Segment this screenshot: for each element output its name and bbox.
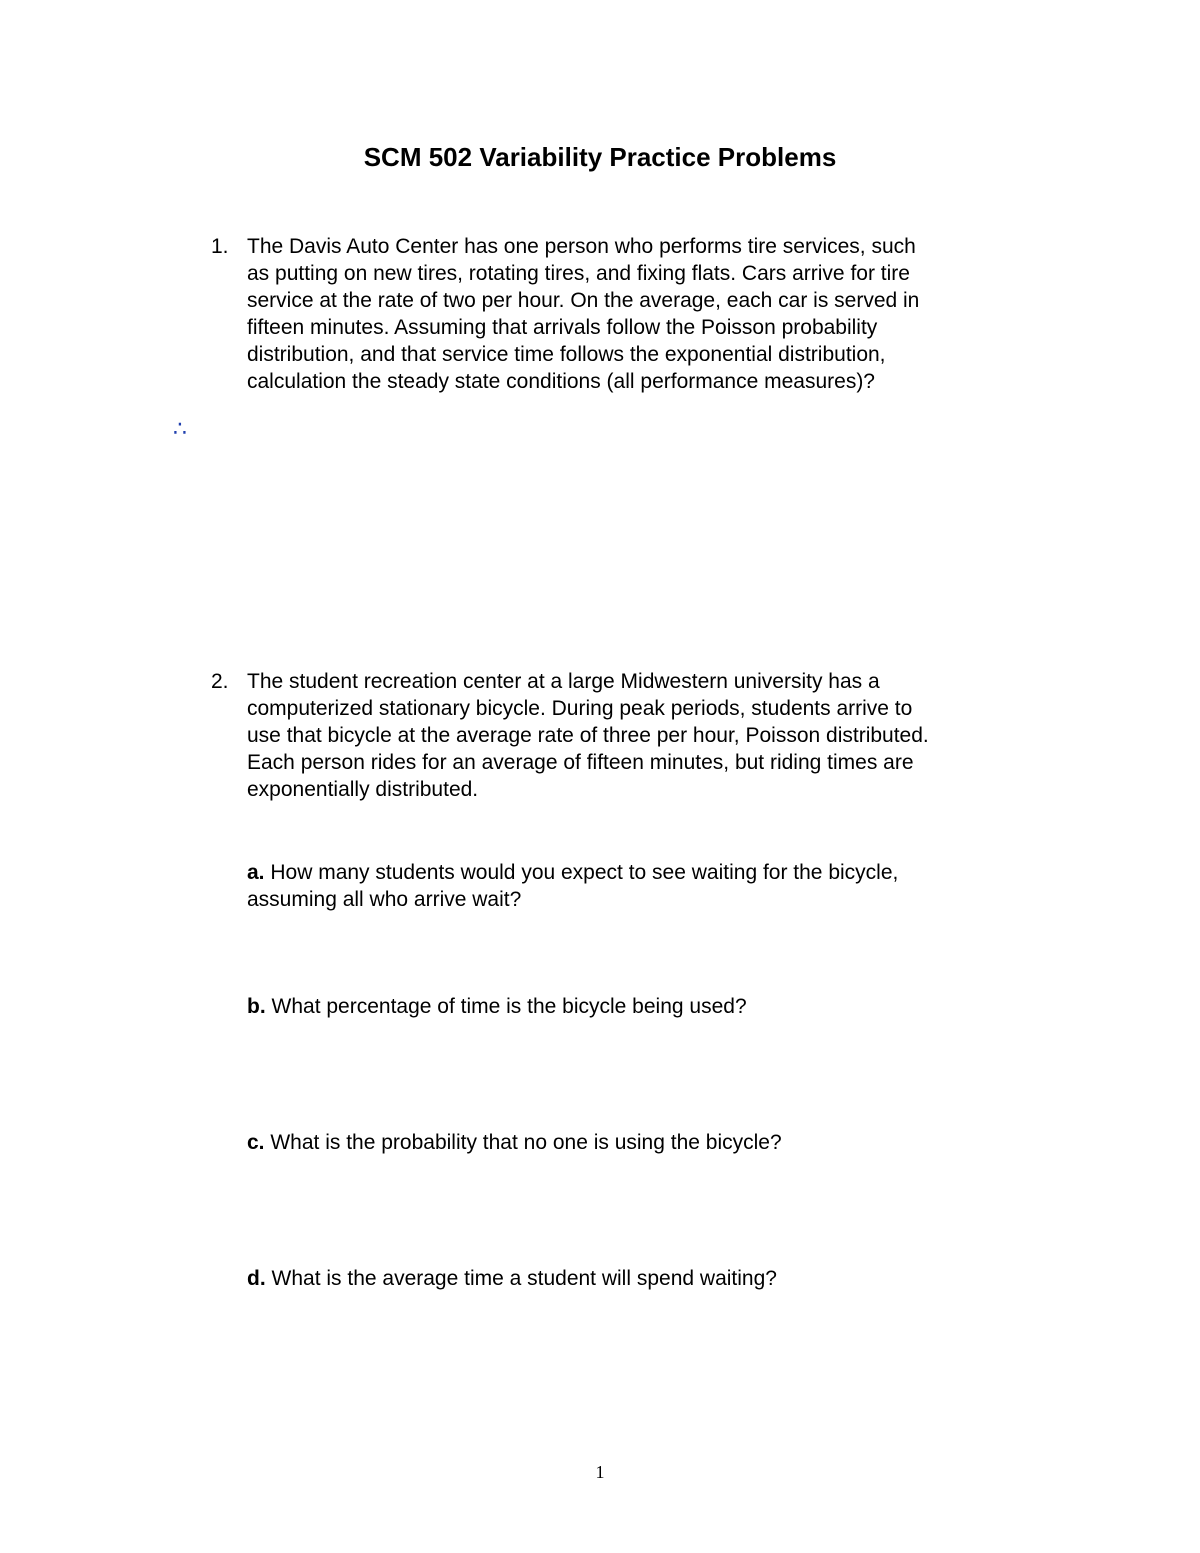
subquestion-d: [247, 1265, 1027, 1292]
problem-text: [247, 668, 1027, 803]
problem-text: [247, 233, 1027, 395]
problem-text-line: Each person rides for an average of fifteen minutes, but riding times are: [247, 751, 914, 774]
subquestion-text: How many students would you expect to see waiting for the bicycle,: [270, 861, 899, 884]
subquestion-text: assuming all who arrive wait?: [247, 888, 522, 911]
problem-text-line: The student recreation center at a large Midwestern university has a: [247, 670, 880, 693]
problem-text-line: distribution, and that service time follows the exponential distribution,: [247, 343, 886, 366]
subquestion-letter: a.: [247, 861, 265, 884]
subquestion-text: What is the probability that no one is using the bicycle?: [270, 1131, 782, 1154]
problem-text-line: calculation the steady state conditions (all performance measures)?: [247, 370, 875, 393]
problem-text-line: fifteen minutes. Assuming that arrivals follow the Poisson probability: [247, 316, 878, 339]
problem-text-line: exponentially distributed.: [247, 778, 479, 801]
problem-number: 1.: [211, 235, 229, 258]
subquestion-letter: b.: [247, 995, 266, 1018]
problem-number: 2.: [211, 670, 229, 693]
subquestion-text: What percentage of time is the bicycle being used?: [271, 995, 747, 1018]
subquestion-a: [247, 859, 1027, 913]
page-title: SCM 502 Variability Practice Problems: [363, 142, 837, 172]
problem-text-line: service at the rate of two per hour. On the average, each car is served in: [247, 289, 920, 312]
page-number: 1: [595, 1462, 605, 1482]
problem-text-line: as putting on new tires, rotating tires, and fixing flats. Cars arrive for tire: [247, 262, 910, 285]
subquestion-c: [247, 1129, 1027, 1156]
subquestion-letter: c.: [247, 1131, 265, 1154]
therefore-symbol: ∴: [173, 417, 187, 442]
problem-text-line: The Davis Auto Center has one person who performs tire services, such: [247, 235, 916, 258]
subquestion-b: [247, 993, 1027, 1020]
subquestion-letter: d.: [247, 1267, 266, 1290]
problem-text-line: use that bicycle at the average rate of three per hour, Poisson distributed.: [247, 724, 929, 747]
subquestion-text: What is the average time a student will spend waiting?: [271, 1267, 777, 1290]
problem-text-line: computerized stationary bicycle. During peak periods, students arrive to: [247, 697, 913, 720]
